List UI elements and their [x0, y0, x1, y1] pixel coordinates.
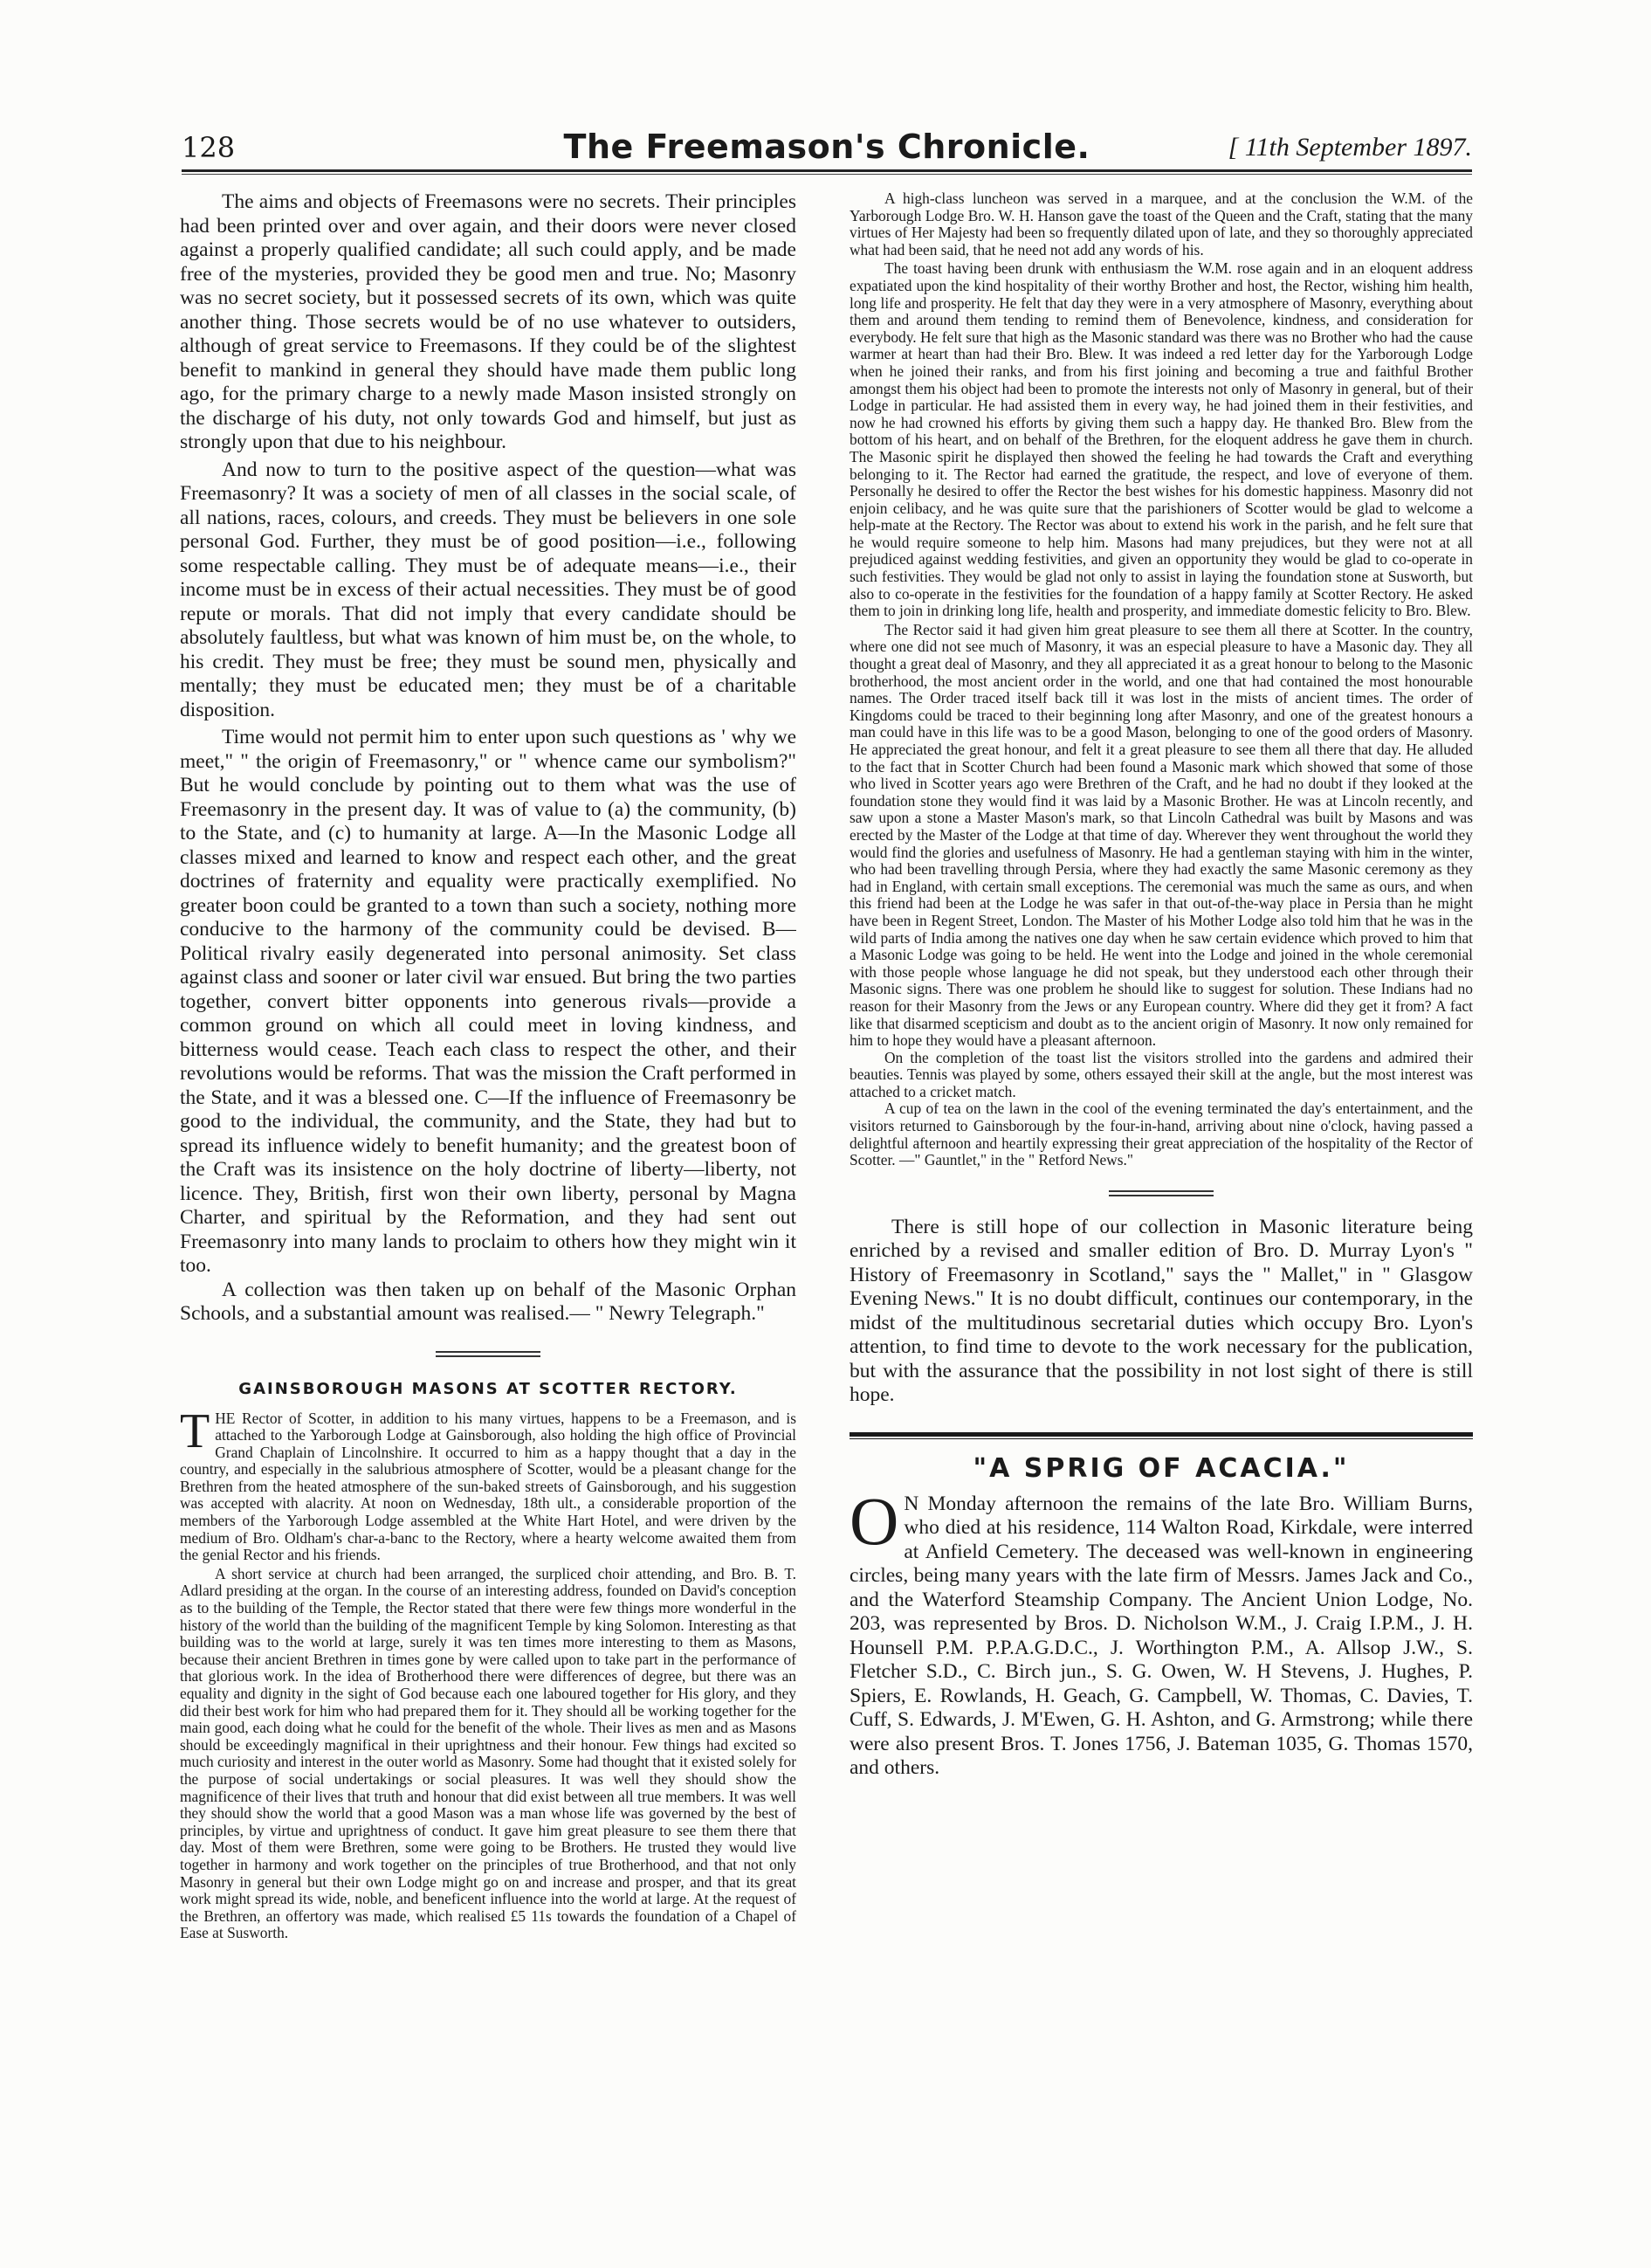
- article-paragraph: The aims and objects of Freemasons were no secrets. Their principles had been printed over and over again, and their doors were never closed against a properly qualified candidate; all such could apply, and be made free of the mysteries, provided they be good men and true. No; Masonry was no secret society, but it possessed secrets of its own, which was quite another thing. Those secrets would be of no use whatever to outsiders, although of great service to Freemasons. If they could be of the slightest benefit to mankind in general they should have made them public long ago, for the primary charge to a newly made Mason insisted strongly on the discharge of his duty, not only towards God and himself, but just as strongly upon that due to his neighbour.: [180, 190, 796, 453]
- section-separator: [436, 1351, 540, 1357]
- masthead-rule: [182, 169, 1472, 172]
- page-number: 128: [182, 131, 236, 164]
- article-paragraph: Time would not permit him to enter upon such questions as ' why we meet," " the origin of Freemasonry," or " whence came our symbolism?" But he would conclude by pointing out to them what was the use of Freemasonry in the present day. It was of value to (a) the community, (b) to the State, and (c) to humanity at large. A—In the Masonic Lodge all classes mixed and learned to know and respect each other, and the great doctrines of fraternity and equality were practically exemplified. No greater boon could be granted to a town than such a society, nothing more conducive to the harmony of the community could be devised. B—Political rivalry easily degenerated into personal animosity. Set class against class and sooner or later civil war ensued. But bring the two parties together, convert bitter opponents into generous rivals—provide a common ground on which all could meet in loving kindness, and bitterness would cease. Teach each class to respect the other, and their revolutions would be reforms. That was the mission the Craft performed in the State, and it was a blessed one. C—If the influence of Freemasonry be good to the individual, the community, and the State, they had but to spread its influence widely to benefit humanity; and the greatest boon of the Craft was its insistence on the holy doctrine of liberty—liberty, not licence. They, British, first won their own liberty, personal by Magna Charter, and spiritual by the Reformation, and they had sent out Freemasonry into many lands to proclaim to others how they might win it too.: [180, 726, 796, 1277]
- article-paragraph: A short service at church had been arranged, the surpliced choir attending, and Bro. B. T. Adlard presiding at the organ. In the course of an interesting address, founded on David's conception as to the building of the Temple, the Rector stated that there were few things more wonderful in the history of the world than the building of the magnificent Temple by king Solomon. Interesting as that building was to the world at large, surely it was ten times more interesting to them as Masons, because their ancient Brethren in times gone by were called upon to take part in the performance of that glorious work. In the idea of Brotherhood there were differences of degree, but there was an equality and dignity in the sight of God because each one laboured together for His glory, and they did their best work for him who had prepared them for it. They should all be working together for the main good, each doing what he could for the benefit of the whole. Their lives as men and as Masons should be exceedingly magnifical in their uprightness and their honour. Few things had excited so much curiosity and interest in the outer world as Masonry. Some had thought that it existed solely for the purpose of social undertakings or social pleasures. It was well they should show the magnificence of their lives that truth and honour that did exist between all true members. It was well they should show the world that a good Mason was a man whose life was governed by the best of principles, by virtue and uprightness of conduct. It gave him great pleasure to see them there that day. Most of them were Brethren, some were going to be Brothers. He trusted they would live together in harmony and work together on the principles of true Brotherhood, and that not only Masonry in general but their own Lodge might go on and increase and prosper, and that its great work might spread its wide, noble, and beneficent influence into the world at large. At the request of the Brethren, an offertory was made, which realised £5 11s towards the foundation of a Chapel of Ease at Susworth.: [180, 1564, 796, 1942]
- article-paragraph: The toast having been drunk with enthusiasm the W.M. rose again and in an eloquent address expatiated upon the kind hospitality of their worthy Brother and host, the Rector, wishing him health, long life and prosperity. He felt that day they were in a very atmosphere of Masonry, everything about them and around them tending to remind them of Benevolence, kindness, and consideration for everybody. He felt sure that high as the Masonic standard was there was no Brother who had the cause warmer at heart than had their Bro. Blew. It was indeed a red letter day for the Yarborough Lodge when he joined their ranks, and from his first joining and becoming a true and faithful Brother amongst them his object had been to promote the interests not only of Masonry in general, but of their Lodge in particular. He had assisted them in every way, he had joined them in their festivities, and now he had crowned his efforts by giving them such a happy day. He thanked Bro. Blew from the bottom of his heart, and on behalf of the Brethren, for the eloquent address he gave them in church. The Masonic spirit he displayed then showed the feeling he had towards the Craft and everything belonging to it. The Rector had earned the gratitude, the respect, and love of everyone of them. Personally he desired to offer the Rector the best wishes for his domestic happiness. Masonry did not enjoin celibacy, and he was quite sure that the parishioners of Scotter would be glad to welcome a help-mate at the Rectory. The Rector was about to extend his work in the parish, and he felt sure that he would require someone to help him. Masons had many prejudices, but they were not at all prejudiced against wedding festivities, and given an opportunity they would be glad to co-operate in such festivities. They would be glad not only to assist in laying the foundation stone at Susworth, but also to co-operate in the festivities for the foundation of a happy family at Scotter Rectory. He asked them to join in drinking long life, health and prosperity, and immediate domestic felicity to Bro. Blew.: [850, 259, 1473, 620]
- article-lead: [180, 1403, 796, 1564]
- acacia-article: [850, 1482, 1473, 1781]
- section-separator: [1109, 1190, 1214, 1196]
- issue-date: [ 11th September 1897.: [1228, 133, 1472, 162]
- article-paragraph: And now to turn to the positive aspect of the question—what was Freemasonry? It was a society of men of all classes in the social scale, of all nations, races, colours, and creeds. They must be believers in one sole personal God. Further, they must be of good position—i.e., following some respectable calling. They must be of adequate means—i.e., their income must be in excess of their actual necessities. They must be of good repute or morals. That did not imply that every candidate should be absolutely faultless, but what was known of him must be, on the whole, to his credit. They must be free; they must be sound men, physically and mentally; they must be educated men; they must be of a charitable disposition.: [180, 458, 796, 721]
- heavy-separator: [850, 1432, 1473, 1439]
- article-paragraph: There is still hope of our collection in Masonic literature being enriched by a revised and smaller edition of Bro. D. Murray Lyon's " History of Freemasonry in Scotland," says the " Mallet," in " Glasgow Evening News." It is no doubt difficult, continues our contemporary, in the midst of the multitudinous secretarial duties which occupy Bro. Lyon's attention, to find time to devote to the work necessary for the publication, but with the assurance that the possibility in not lost sight of there is still hope.: [850, 1215, 1473, 1407]
- article-paragraph: The Rector said it had given him great pleasure to see them all there at Scotter. In the country, where one did not see much of Masonry, it was an especial pleasure to have a Masonic day. They all thought a great deal of Masonry, and they all appreciated it as a great honour to belong to the Masonic brotherhood, the most ancient order in the world, and one that had contained the most honourable names. The Order traced itself back till it was lost in the mists of ancient times. The order of Kingdoms could be traced to their beginning long after Masonry, and one of the greatest honours a man could have in this life was to be a good Mason, belonging to one of the good orders of Masonry. He appreciated the great honour, and felt it a great pleasure to see them all there that day. He alluded to the fact that in Scotter Church had been found a Masonic mark which showed that some of those who lived in Scotter years ago were Brethren of the Craft, and he had no doubt if they looked at the foundation stone they would find it was laid by a Masonic Brother. He was at Lincoln recently, and saw upon a stone a Master Mason's mark, so that Lincoln Cathedral was built by Masons and was erected by the Master of the Lodge at that time of day. Wherever they went throughout the world they would find the glories and usefulness of Masonry. He had a gentleman staying with him in the winter, who had been travelling through Persia, where they had exactly the same Masonic ceremony as they had in England, with certain small exceptions. The ceremonial was much the same as ours, and when this friend had been at the Lodge he was safer in that out-of-the-way place in Persia than he might have been in Regent Street, London. The Master of his Mother Lodge also told him that he was in the wild parts of India among the natives one day when he saw certain evidence which proved to him that a Masonic Lodge was going to be held. He went into the Lodge and joined in the whole ceremonial with those people whose language he did not speak, but they understood each other through their Masonic signs. There was one problem he should like to suggest for solution. These Indians had no reason for their Masonry from the Jews or any European country. Where did they get it from? A fact like that disarmed scepticism and doubt as to the ancient origin of Masonry. It now only remained for him to hope they would have a pleasant afternoon.: [850, 620, 1473, 1050]
- drop-cap: T: [180, 1403, 210, 1458]
- article-paragraph: N Monday afternoon the remains of the late Bro. William Burns, who died at his residence, 114 Walton Road, Kirkdale, were interred at Anfield Cemetery. The deceased was well-known in engineering circles, being many years with the late firm of Messrs. James Jack and Co., and the Waterford Steamship Company. The Ancient Union Lodge, No. 203, was represented by Bros. D. Nicholson W.M., J. Craig I.P.M., J. H. Hounsell P.M. P.P.A.G.D.C., J. Worthington P.M., A. Allsop J.W., S. Fletcher S.D., C. Birch jun., S. G. Owen, W. H Stevens, J. Hughes, P. Spiers, E. Rowlands, H. Geach, G. Campbell, W. Thomas, C. Davies, T. Cuff, S. Edwards, J. M'Ewen, G. H. Ashton, and G. Armstrong; while there were also present Bros. T. Jones 1756, J. Bateman 1035, G. Thomas 1570, and others.: [850, 1492, 1473, 1780]
- masthead-rule-thin: [182, 174, 1472, 175]
- article-paragraph: On the completion of the toast list the visitors strolled into the gardens and admired their beauties. Tennis was played by some, others essayed their skill at the angle, but the most interest was attached to a cricket match.: [850, 1048, 1473, 1100]
- article-paragraph: A cup of tea on the lawn in the cool of the evening terminated the day's entertainment, and the visitors returned to Gainsborough by the four-in-hand, arriving about nine o'clock, having passed a delightful afternoon and heartily expressing their great appreciation of the hospitality of the Rector of Scotter. —" Gauntlet," in the " Retford News.": [850, 1100, 1473, 1169]
- left-column: [180, 190, 796, 2112]
- publication-title: The Freemason's Chronicle.: [563, 128, 1090, 166]
- article-paragraph: HE Rector of Scotter, in addition to his many virtues, happens to be a Freemason, and is attached to the Yarborough Lodge at Gainsborough, also holding the high office of Provincial Grand Chaplain of Lincolnshire. It occurred to him as a happy thought that a day in the country, and especially in the salubrious atmosphere of Scotter, would be a pleasant change for the Brethren from the heated atmosphere of the sun-baked streets of Gainsborough, and his suggestion was accepted with alacrity. At noon on Wednesday, 18th ult., a considerable proportion of the members of the Yarborough Lodge assembled at the White Hart Hotel, and were driven by the medium of Bro. Oldham's char-a-banc to the Rectory, where a hearty welcome awaited them from the genial Rector and his friends.: [180, 1409, 796, 1564]
- masthead: [182, 128, 1472, 169]
- acacia-heading: "A SPRIG OF ACACIA.": [973, 1452, 1350, 1484]
- article-paragraph: A collection was then taken up on behalf of the Masonic Orphan Schools, and a substantial amount was realised.— " Newry Telegraph.": [180, 1278, 796, 1325]
- right-column: [850, 190, 1473, 2182]
- drop-cap: O: [850, 1482, 899, 1559]
- article-paragraph: A high-class luncheon was served in a marquee, and at the conclusion the W.M. of the Yarborough Lodge Bro. W. H. Hanson gave the toast of the Queen and the Craft, stating that the many virtues of Her Majesty had been so frequently dilated upon of late, and they so thoroughly appreciated what had been said, that he need not add any words of his.: [850, 190, 1473, 259]
- section-heading: GAINSBOROUGH MASONS AT SCOTTER RECTORY.: [238, 1379, 738, 1398]
